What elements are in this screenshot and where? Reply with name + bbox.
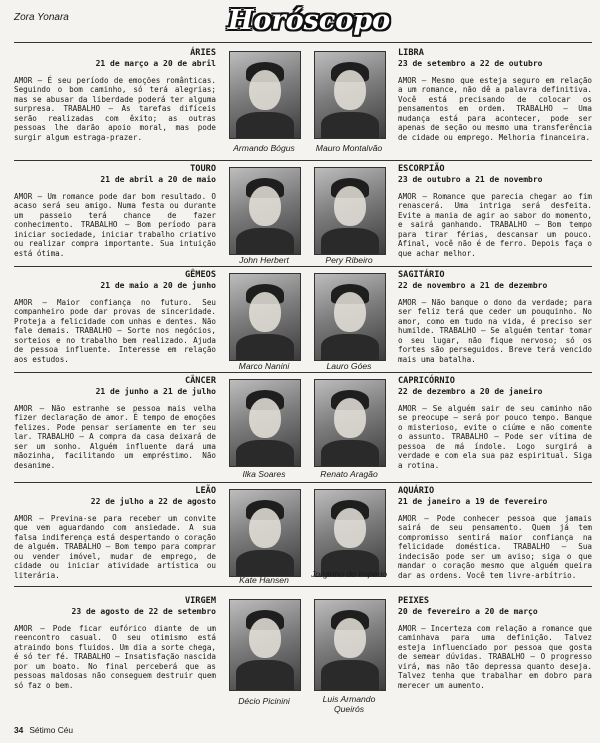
sign-block-left <box>14 596 216 691</box>
sign-dates: 21 de janeiro a 19 de fevereiro <box>398 496 548 506</box>
sign-name: CÂNCER <box>184 376 216 386</box>
author-byline: Zora Yonara <box>14 12 69 23</box>
page-title: Horóscopo <box>227 4 391 36</box>
sign-block-left <box>14 376 216 471</box>
sign-name: SAGITÁRIO <box>398 270 445 280</box>
sign-name: LEÃO <box>195 486 216 496</box>
divider <box>14 266 592 267</box>
sign-dates: 22 de julho a 22 de agosto <box>90 496 216 506</box>
sign-text: AMOR — Incerteza com relação a romance que caminhava para uma definição. Talvez esteja influenciado por pessoa que gosta de semear dúvidas. TRABALHO — O progresso virá, mas não tão depressa quanto deseja. Talvez tenha que trabalhar em dobro para merecer um aumento. <box>398 623 592 691</box>
sign-text: AMOR — Previna-se para receber um convite que vem aguardando com ansiedade. A sua falsa indiferença está despertando o coração de alguém. TRABALHO — Bom tempo para comprar ou vender imóvel, mudar de emprego, de cidade ou iniciar atividade artística ou literária. <box>14 513 216 581</box>
sign-name: ESCORPIÃO <box>398 164 445 174</box>
sign-text: AMOR — Não estranhe se pessoa mais velha fizer declaração de amor. É tempo de emoções felizes. Pode pensar seriamente em ter seu lar. TRABALHO — A compra da casa deixará de ser um sonho. Alguém influente dará uma mãozinha, facilitando um empréstimo. Não desanime. <box>14 403 216 471</box>
celebrity-photo <box>314 489 386 577</box>
sign-dates: 22 de dezembro a 20 de janeiro <box>398 386 543 396</box>
sign-name: CAPRICÓRNIO <box>398 376 455 386</box>
sign-dates: 21 de maio a 20 de junho <box>100 280 216 290</box>
sign-text: AMOR — Se alguém sair de seu caminho não se preocupe — será por pouco tempo. Banque o misterioso, evite o ciúme e não comente o assunto. TRABALHO — Pode ser vítima de pessoa de má índole. Logo surgirá a verdade e com ela sua paz espiritual. Siga a rotina. <box>398 403 592 471</box>
celebrity-photo <box>229 379 301 467</box>
sign-dates: 23 de outubro a 21 de novembro <box>398 174 543 184</box>
sign-dates: 21 de junho a 21 de julho <box>95 386 216 396</box>
sign-name: ÁRIES <box>190 48 216 58</box>
sign-block-left <box>14 164 216 259</box>
celebrity-photo <box>229 489 301 577</box>
sign-text: AMOR — É seu período de emoções românticas. Seguindo o bom caminho, só terá alegrias; mas se abusar da liberdade poderá ter alguma surpresa. TRABALHO — As tarefas difíceis serão realizadas com êxito; as outras pessoas lhe darão apoio moral, mas pode surgir algum estraga-prazer. <box>14 75 216 143</box>
photo-caption: Armando Bógus <box>233 143 295 153</box>
divider <box>14 586 592 587</box>
celebrity-photo <box>229 273 301 361</box>
photo-caption: Marco Nanini <box>238 361 290 371</box>
divider <box>14 372 592 373</box>
photo-caption: Mauro Montalvão <box>315 143 383 153</box>
sign-block-right <box>398 376 592 471</box>
sign-block-left <box>14 48 216 143</box>
page-number: 34 <box>14 725 24 735</box>
celebrity-photo <box>229 599 301 691</box>
sign-name: TOURO <box>190 164 216 174</box>
celebrity-photo <box>314 51 386 139</box>
sign-block-right <box>398 486 592 581</box>
horoscope-row <box>14 596 592 720</box>
photo-caption: Renato Aragão <box>320 469 378 479</box>
sign-block-right <box>398 48 592 143</box>
sign-dates: 20 de fevereiro a 20 de março <box>398 606 538 616</box>
sign-text: AMOR — Um romance pode dar bom resultado. O acaso será seu amigo. Numa festa ou durante um passeio terá chance de fazer conhecimento. TRABALHO — Bom período para iniciar sociedade, iniciar trabalho criativo ou realizar compra importante. Sua intuição está ótima. <box>14 191 216 259</box>
sign-dates: 23 de setembro a 22 de outubro <box>398 58 543 68</box>
sign-name: AQUÁRIO <box>398 486 435 496</box>
sign-block-right <box>398 596 592 691</box>
page-footer <box>14 725 73 735</box>
divider <box>14 160 592 161</box>
photo-caption: Pery Ribeiro <box>325 255 373 265</box>
sign-text: AMOR — Mesmo que esteja seguro em relação a um romance, não dê a palavra definitiva. Você está precisando de colocar os pensamentos em ordem. TRABALHO — Uma mudança está para acontecer, pode ser apenas de seção ou mesmo uma transferência de cidade ou emprego. Melhoria financeira. <box>398 75 592 143</box>
sign-text: AMOR — Maior confiança no futuro. Seu companheiro pode dar provas de sinceridade. Proteja a felicidade com unhas e dentes. Não fale demais. TRABALHO — Sorte nos negócios, sorteios e no trabalho bem realizado. Ajuda de pessoa influente. Interesse em relação aos estudos. <box>14 297 216 365</box>
sign-dates: 23 de agosto de 22 de setembro <box>71 606 216 616</box>
celebrity-photo <box>314 273 386 361</box>
sign-block-right <box>398 270 592 365</box>
horoscope-row <box>14 164 592 264</box>
horoscope-row <box>14 486 592 584</box>
horoscope-row <box>14 376 592 480</box>
photo-caption: Ilka Soares <box>242 469 286 479</box>
magazine-name: Sétimo Céu <box>29 725 74 735</box>
sign-name: LIBRA <box>398 48 424 58</box>
sign-block-right <box>398 164 592 259</box>
sign-dates: 22 de novembro a 21 de dezembro <box>398 280 548 290</box>
sign-name: PEIXES <box>398 596 430 606</box>
photo-caption: Jorginho do Império <box>311 569 387 579</box>
sign-text: AMOR — Romance que parecia chegar ao fim renascerá. Uma intriga será desfeita. Evite a mania de agir ao sabor do momento, e sairá ganhando. TRABALHO — Bom tempo para tirar férias, descansar um pouco. Afinal, você não é de ferro. Depois faça o que achar melhor. <box>398 191 592 259</box>
celebrity-photo <box>229 167 301 255</box>
sign-dates: 21 de abril a 20 de maio <box>100 174 216 184</box>
horoscope-row <box>14 48 592 160</box>
divider <box>14 482 592 483</box>
sign-text: AMOR — Pode ficar eufórico diante de um reencontro casual. O seu otimismo está atraindo bons fluidos. Um dia a sorte chega, é só ter fé. TRABALHO — Insatisfação nascida por um boato. No final perceberá que as pessoas maldosas não conseguem destruir quem só faz o bem. <box>14 623 216 691</box>
sign-name: VIRGEM <box>184 596 216 606</box>
sign-name: GÊMEOS <box>184 270 216 280</box>
photo-caption: Kate Hansen <box>239 575 289 585</box>
photo-caption: Lauro Góes <box>326 361 372 371</box>
celebrity-photo <box>314 167 386 255</box>
sign-block-left <box>14 270 216 365</box>
divider <box>14 42 592 43</box>
sign-text: AMOR — Pode conhecer pessoa que jamais sairá de seu pensamento. Quem já tem compromisso sentirá maior confiança na felicidade doméstica. TRABALHO — Sua indecisão pode ser um aviso; siga o que mandar o coração mesmo que alguém queira dar as ordens. Você tem livre-arbítrio. <box>398 513 592 581</box>
celebrity-photo <box>229 51 301 139</box>
photo-caption: Décio Picinini <box>238 696 290 706</box>
sign-block-left <box>14 486 216 581</box>
celebrity-photo <box>314 599 386 691</box>
celebrity-photo <box>314 379 386 467</box>
photo-caption: John Herbert <box>239 255 289 265</box>
horoscope-row <box>14 270 592 370</box>
sign-text: AMOR — Não banque o dono da verdade; para ser feliz terá que ceder um pouquinho. No amor, como em tudo na vida, é preciso ser humilde. TRABALHO — Se alguém tentar tomar o seu lugar, não fique nervoso; só os fortes são perseguidos. Breve terá vencido mais uma batalha. <box>398 297 592 365</box>
sign-dates: 21 de março a 20 de abril <box>95 58 216 68</box>
photo-caption: Luis Armando Queirós <box>322 694 376 714</box>
